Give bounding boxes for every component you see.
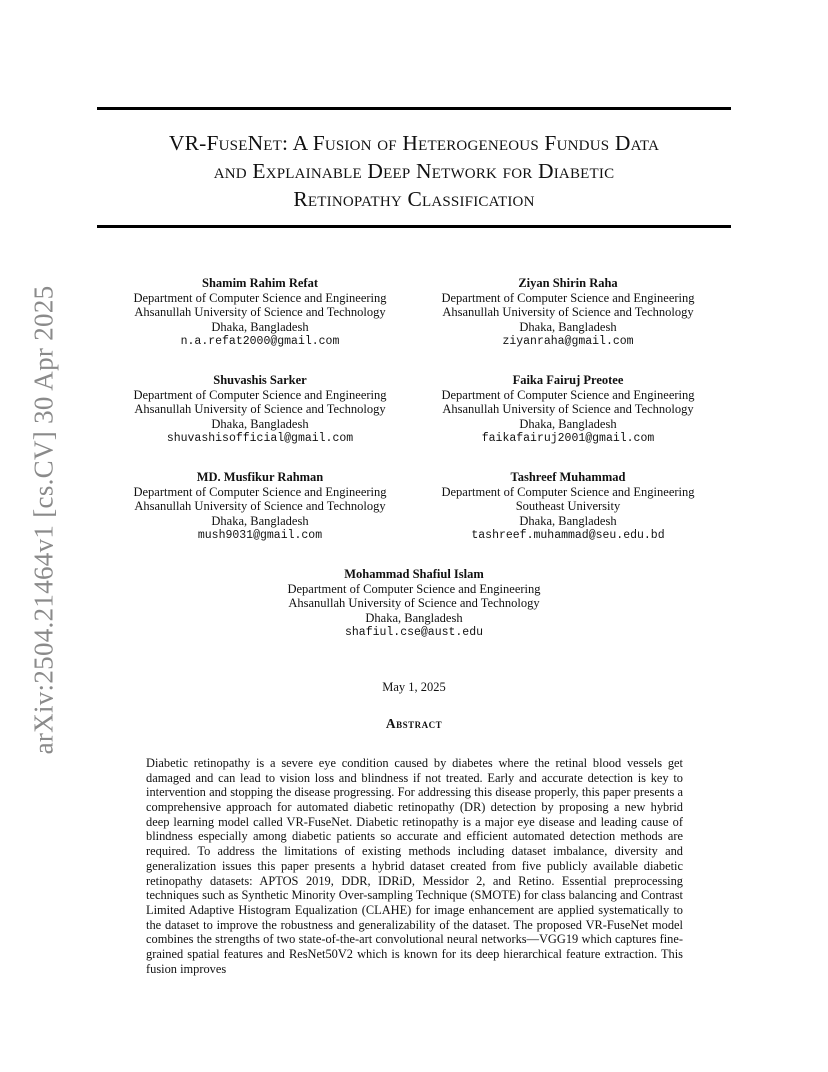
title-line: VR-FuseNet: A Fusion of Heterogeneous Fundus Data — [168, 131, 660, 155]
title-line: Retinopathy Classification — [293, 187, 535, 211]
author-block — [254, 567, 574, 641]
author-department: Department of Computer Science and Engineering — [133, 387, 387, 402]
bottom-rule — [97, 225, 731, 228]
author-name: Ziyan Shirin Raha — [518, 276, 618, 290]
author-name: Faika Fairuj Preotee — [512, 373, 624, 387]
author-block — [100, 470, 420, 544]
author-department: Department of Computer Science and Engineering — [133, 484, 387, 499]
top-rule — [97, 107, 731, 110]
author-block — [408, 373, 728, 447]
author-location: Dhaka, Bangladesh — [519, 320, 617, 335]
author-name: Shamim Rahim Refat — [202, 276, 318, 290]
author-block — [408, 470, 728, 544]
author-department: Department of Computer Science and Engineering — [441, 387, 695, 402]
author-name: Mohammad Shafiul Islam — [344, 567, 484, 581]
author-institution: Ahsanullah University of Science and Technology — [442, 305, 694, 320]
author-institution: Ahsanullah University of Science and Technology — [134, 499, 386, 514]
author-location: Dhaka, Bangladesh — [519, 514, 617, 529]
author-institution: Ahsanullah University of Science and Technology — [134, 402, 386, 417]
author-email: faikafairuj2001@gmail.com — [481, 431, 655, 445]
author-location: Dhaka, Bangladesh — [211, 514, 309, 529]
author-email: shafiul.cse@aust.edu — [344, 625, 484, 639]
author-department: Department of Computer Science and Engineering — [133, 290, 387, 305]
author-institution: Southeast University — [515, 499, 621, 514]
abstract-heading: Abstract — [385, 716, 443, 731]
title-line: and Explainable Deep Network for Diabetic — [213, 159, 615, 183]
author-email: shuvashisofficial@gmail.com — [166, 431, 354, 445]
author-location: Dhaka, Bangladesh — [211, 417, 309, 432]
author-email: mush9031@gmail.com — [197, 528, 323, 542]
author-block — [100, 373, 420, 447]
author-institution: Ahsanullah University of Science and Technology — [442, 402, 694, 417]
author-institution: Ahsanullah University of Science and Technology — [288, 596, 540, 611]
abstract-body: Diabetic retinopathy is a severe eye condition caused by diabetes where the retinal blood vessels get damaged and can lead to vision loss and blindness if not treated. Early and accurate detection is key to intervention and stopping the disease progressing. For addressing this disease properly, this paper presents a comprehensive approach for automated diabetic retinopathy (DR) detection by proposing a new hybrid deep learning model called VR-FuseNet. Diabetic retinopathy is a major eye disease and leading cause of blindness especially among diabetic patients so accurate and efficient automated detection methods are required. To address the limitations of existing methods including dataset imbalance, diversity and generalization issues this paper presents a hybrid dataset created from five publicly available diabetic retinopathy datasets: APTOS 2019, DDR, IDRiD, Messidor 2, and Retino. Essential preprocessing techniques such as Synthetic Minority Over-sampling Technique (SMOTE) for class balancing and Contrast Limited Adaptive Histogram Equalization (CLAHE) for image enhancement are applied systematically to the dataset to improve the robustness and generalizability of the dataset. The proposed VR-FuseNet model combines the strengths of two state-of-the-art convolutional neural networks—VGG19 which captures fine-grained spatial features and ResNet50V2 which is known for its deep hierarchical feature extraction. This fusion improves — [146, 756, 683, 976]
author-department: Department of Computer Science and Engineering — [287, 581, 541, 596]
author-name: Shuvashis Sarker — [213, 373, 307, 387]
author-block — [408, 276, 728, 350]
author-department: Department of Computer Science and Engineering — [441, 290, 695, 305]
author-location: Dhaka, Bangladesh — [365, 611, 463, 626]
author-name: Tashreef Muhammad — [510, 470, 626, 484]
author-department: Department of Computer Science and Engineering — [441, 484, 695, 499]
author-email: ziyanraha@gmail.com — [502, 334, 634, 348]
author-block — [100, 276, 420, 350]
author-email: n.a.refat2000@gmail.com — [180, 334, 340, 348]
arxiv-identifier: arXiv:2504.21464v1 [cs.CV] 30 Apr 2025 — [28, 285, 59, 755]
paper-title — [97, 129, 731, 213]
author-email: tashreef.muhammad@seu.edu.bd — [471, 528, 665, 542]
author-name: MD. Musfikur Rahman — [196, 470, 324, 484]
publication-date: May 1, 2025 — [382, 680, 446, 694]
author-location: Dhaka, Bangladesh — [211, 320, 309, 335]
author-location: Dhaka, Bangladesh — [519, 417, 617, 432]
author-institution: Ahsanullah University of Science and Technology — [134, 305, 386, 320]
